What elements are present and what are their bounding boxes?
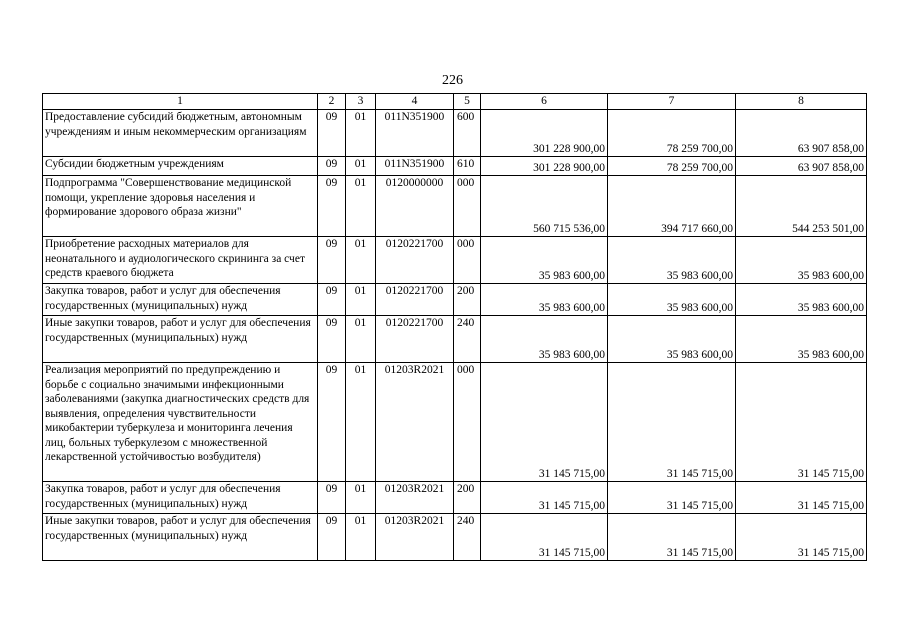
row-subsection: 01 xyxy=(346,110,376,157)
row-name: Закупка товаров, работ и услуг для обеспечения государственных (муниципальных) нужд xyxy=(43,284,318,316)
row-amount-col7: 35 983 600,00 xyxy=(608,316,736,363)
row-name: Иные закупки товаров, работ и услуг для обеспечения государственных (муниципальных) нужд xyxy=(43,316,318,363)
row-amount-col6: 35 983 600,00 xyxy=(481,237,608,284)
row-target-article: 011N351900 xyxy=(376,157,454,176)
row-subsection: 01 xyxy=(346,316,376,363)
row-amount-col6: 31 145 715,00 xyxy=(481,514,608,561)
row-name: Предоставление субсидий бюджетным, автономным учреждениям и иным некоммерческим организациям xyxy=(43,110,318,157)
row-target-article: 0120221700 xyxy=(376,284,454,316)
table-row xyxy=(43,110,867,157)
row-name: Реализация мероприятий по предупреждению и борьбе с социально значимыми инфекционными заболеваниями (закупка диагностических средств для выявления, определения чувствительности микобактерии туберкулеза и мониторинга лечения лиц, больных туберкулезом с множественной лекарственной устойчивостью возбудителя) xyxy=(43,363,318,482)
row-amount-col8: 35 983 600,00 xyxy=(736,237,867,284)
header-row xyxy=(43,94,867,110)
row-amount-col7: 78 259 700,00 xyxy=(608,110,736,157)
table-row xyxy=(43,157,867,176)
row-section: 09 xyxy=(318,363,346,482)
row-amount-col6: 35 983 600,00 xyxy=(481,284,608,316)
row-subsection: 01 xyxy=(346,176,376,237)
row-expense-type: 000 xyxy=(454,237,481,284)
row-expense-type: 000 xyxy=(454,363,481,482)
row-section: 09 xyxy=(318,284,346,316)
table-row xyxy=(43,237,867,284)
row-section: 09 xyxy=(318,176,346,237)
row-amount-col8: 63 907 858,00 xyxy=(736,110,867,157)
row-amount-col8: 544 253 501,00 xyxy=(736,176,867,237)
row-section: 09 xyxy=(318,316,346,363)
row-amount-col7: 78 259 700,00 xyxy=(608,157,736,176)
row-expense-type: 200 xyxy=(454,482,481,514)
row-section: 09 xyxy=(318,157,346,176)
table-row xyxy=(43,316,867,363)
row-expense-type: 610 xyxy=(454,157,481,176)
row-amount-col6: 301 228 900,00 xyxy=(481,157,608,176)
header-cell: 1 xyxy=(43,94,318,110)
row-expense-type: 600 xyxy=(454,110,481,157)
row-amount-col7: 31 145 715,00 xyxy=(608,363,736,482)
header-cell: 8 xyxy=(736,94,867,110)
table-row xyxy=(43,363,867,482)
row-name: Приобретение расходных материалов для неонатального и аудиологического скрининга за счет средств краевого бюджета xyxy=(43,237,318,284)
row-amount-col8: 31 145 715,00 xyxy=(736,514,867,561)
row-amount-col6: 560 715 536,00 xyxy=(481,176,608,237)
row-amount-col7: 394 717 660,00 xyxy=(608,176,736,237)
header-cell: 4 xyxy=(376,94,454,110)
row-target-article: 011N351900 xyxy=(376,110,454,157)
row-name: Иные закупки товаров, работ и услуг для обеспечения государственных (муниципальных) нужд xyxy=(43,514,318,561)
page-number: 226 xyxy=(442,73,463,88)
row-amount-col6: 35 983 600,00 xyxy=(481,316,608,363)
row-amount-col8: 35 983 600,00 xyxy=(736,316,867,363)
row-amount-col6: 301 228 900,00 xyxy=(481,110,608,157)
table-row xyxy=(43,284,867,316)
row-section: 09 xyxy=(318,514,346,561)
row-amount-col8: 31 145 715,00 xyxy=(736,482,867,514)
budget-table xyxy=(42,93,867,561)
row-name: Подпрограмма "Совершенствование медицинской помощи, укрепление здоровья населения и формирование здорового образа жизни" xyxy=(43,176,318,237)
row-name: Закупка товаров, работ и услуг для обеспечения государственных (муниципальных) нужд xyxy=(43,482,318,514)
table-row xyxy=(43,482,867,514)
row-subsection: 01 xyxy=(346,284,376,316)
row-target-article: 01203R2021 xyxy=(376,482,454,514)
table-row xyxy=(43,514,867,561)
row-amount-col7: 35 983 600,00 xyxy=(608,284,736,316)
row-amount-col6: 31 145 715,00 xyxy=(481,482,608,514)
row-subsection: 01 xyxy=(346,482,376,514)
row-target-article: 0120000000 xyxy=(376,176,454,237)
row-amount-col8: 63 907 858,00 xyxy=(736,157,867,176)
row-name: Субсидии бюджетным учреждениям xyxy=(43,157,318,176)
row-target-article: 0120221700 xyxy=(376,316,454,363)
header-cell: 7 xyxy=(608,94,736,110)
row-amount-col7: 35 983 600,00 xyxy=(608,237,736,284)
row-amount-col6: 31 145 715,00 xyxy=(481,363,608,482)
row-section: 09 xyxy=(318,110,346,157)
row-expense-type: 240 xyxy=(454,316,481,363)
row-subsection: 01 xyxy=(346,157,376,176)
table-row xyxy=(43,176,867,237)
header-cell: 5 xyxy=(454,94,481,110)
header-cell: 3 xyxy=(346,94,376,110)
row-target-article: 01203R2021 xyxy=(376,363,454,482)
header-cell: 6 xyxy=(481,94,608,110)
row-subsection: 01 xyxy=(346,237,376,284)
row-expense-type: 200 xyxy=(454,284,481,316)
row-target-article: 01203R2021 xyxy=(376,514,454,561)
header-cell: 2 xyxy=(318,94,346,110)
row-expense-type: 000 xyxy=(454,176,481,237)
row-target-article: 0120221700 xyxy=(376,237,454,284)
row-subsection: 01 xyxy=(346,514,376,561)
row-expense-type: 240 xyxy=(454,514,481,561)
row-amount-col7: 31 145 715,00 xyxy=(608,482,736,514)
row-section: 09 xyxy=(318,237,346,284)
row-section: 09 xyxy=(318,482,346,514)
row-subsection: 01 xyxy=(346,363,376,482)
row-amount-col8: 35 983 600,00 xyxy=(736,284,867,316)
row-amount-col8: 31 145 715,00 xyxy=(736,363,867,482)
row-amount-col7: 31 145 715,00 xyxy=(608,514,736,561)
